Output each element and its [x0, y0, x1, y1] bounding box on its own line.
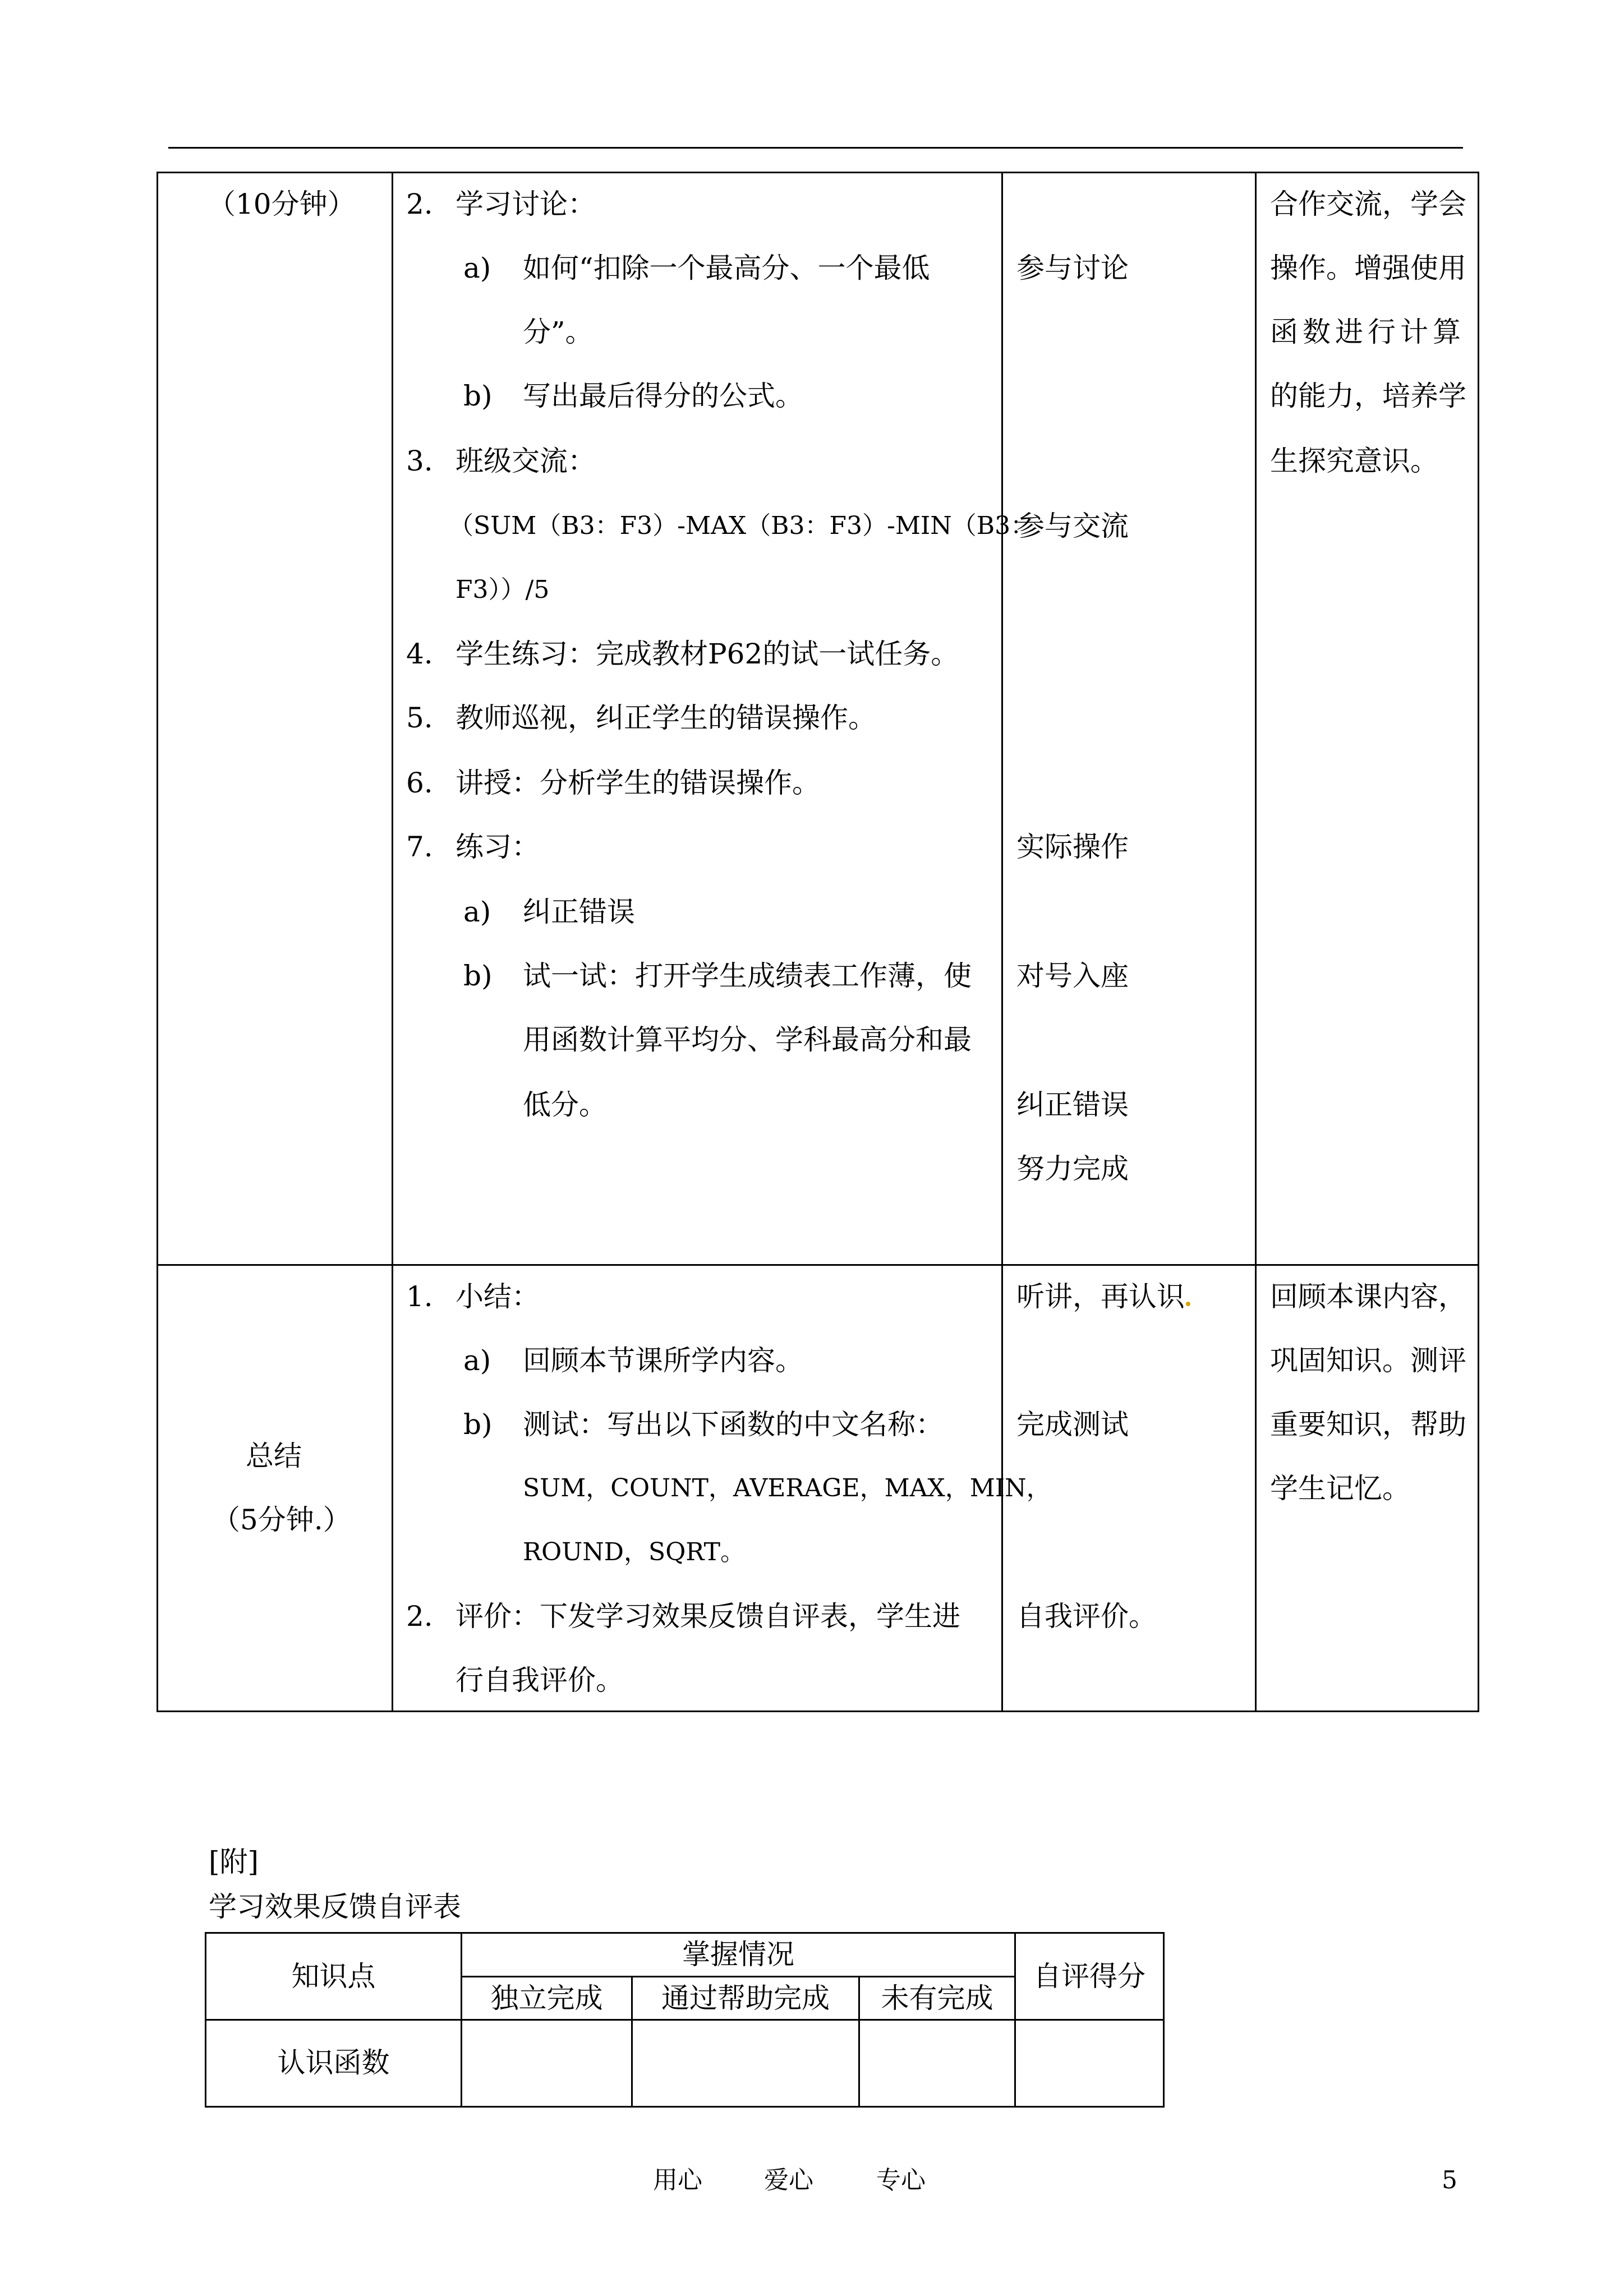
table-cell-knowledge: 认识函数	[277, 2046, 390, 2079]
list-number: a)	[463, 252, 491, 284]
footer-motto-2: 爱心	[764, 2166, 813, 2194]
header-mastery: 掌握情况	[682, 1938, 794, 1971]
list-text: 学习讨论：	[456, 188, 596, 220]
intent-line: 合作交流，学会	[1270, 188, 1466, 220]
list-number: 6.	[406, 767, 433, 799]
list-text: 试一试：打开学生成绩表工作薄，使	[523, 960, 972, 992]
table-border	[205, 1932, 206, 2108]
header-knowledge: 知识点	[291, 1960, 376, 1993]
table-border	[157, 1711, 1479, 1712]
list-text: 行自我评价。	[456, 1664, 624, 1696]
table-border	[392, 172, 393, 1712]
activity-item	[1016, 1280, 1190, 1313]
list-number: 3.	[406, 445, 433, 477]
header-with-help: 通过帮助完成	[661, 1982, 830, 2014]
list-text: 低分。	[523, 1089, 607, 1121]
footer-motto-3: 专心	[876, 2166, 926, 2194]
table-border	[205, 2106, 1165, 2108]
table-border	[157, 172, 1479, 173]
intent-line: 生探究意识。	[1270, 445, 1438, 477]
formula-text: F3））/5	[456, 575, 550, 604]
footer-motto-1: 用心	[653, 2166, 702, 2194]
intent-line: 重要知识，帮助	[1270, 1408, 1466, 1441]
activity-item: 纠正错误	[1016, 1089, 1129, 1121]
intent-line: 巩固知识。测评	[1270, 1344, 1466, 1377]
activity-item: 对号入座	[1016, 960, 1129, 992]
list-text: 班级交流：	[456, 445, 596, 477]
intent-line: 操作。增强使用	[1270, 252, 1466, 284]
activity-item: 努力完成	[1016, 1152, 1129, 1185]
list-text: 回顾本节课所学内容。	[523, 1344, 803, 1377]
list-number: 2.	[406, 188, 433, 220]
table-border	[205, 2019, 1165, 2021]
time-label: （10分钟）	[208, 188, 356, 220]
activity-item: 参与交流	[1016, 510, 1129, 542]
table-border	[157, 172, 158, 1712]
page-number: 5	[1442, 2166, 1457, 2194]
activity-item: 自我评价。	[1016, 1600, 1157, 1633]
table-border	[461, 1976, 1016, 1977]
list-number: a)	[463, 1344, 491, 1377]
function-names: SUM，COUNT，AVERAGE，MAX，MIN，	[523, 1474, 1051, 1502]
list-text: 练习：	[456, 831, 540, 863]
header-rule	[168, 147, 1463, 149]
list-number: 1.	[406, 1280, 433, 1313]
intent-line: 的能力，培养学	[1270, 380, 1466, 412]
table-border	[1255, 172, 1257, 1712]
list-text: 学生练习：完成教材P62的试一试任务。	[456, 638, 959, 670]
highlight-dot	[1186, 1302, 1190, 1306]
list-number: b)	[463, 1408, 493, 1441]
list-text: 讲授：分析学生的错误操作。	[456, 767, 820, 799]
intent-line: 函数进行计算	[1270, 316, 1465, 348]
list-text: 测试：写出以下函数的中文名称：	[523, 1408, 944, 1441]
list-number: 4.	[406, 638, 433, 670]
time-label: （5分钟.）	[212, 1504, 351, 1536]
list-text: 小结：	[456, 1280, 540, 1313]
list-text: 分”。	[523, 316, 594, 348]
list-text: 写出最后得分的公式。	[523, 380, 803, 412]
section-title: 总结	[246, 1440, 302, 1472]
intent-line: 回顾本课内容，	[1270, 1280, 1466, 1313]
table-border	[1478, 172, 1479, 1712]
list-number: b)	[463, 960, 493, 992]
list-text: 如何“扣除一个最高分、一个最低	[523, 252, 930, 284]
header-self-score: 自评得分	[1033, 1960, 1145, 1993]
appendix-label: [附]	[209, 1846, 259, 1878]
list-number: b)	[463, 380, 493, 412]
table-border	[1014, 1932, 1016, 2108]
list-number: 2.	[406, 1600, 433, 1633]
formula-text: （SUM（B3：F3）-MAX（B3：F3）-MIN（B3：	[449, 511, 1036, 540]
activity-text: 听讲，再认识	[1016, 1280, 1185, 1313]
header-independent: 独立完成	[490, 1982, 603, 2014]
list-number: 7.	[406, 831, 433, 863]
activity-item: 实际操作	[1016, 831, 1129, 863]
activity-item: 参与讨论	[1016, 252, 1129, 284]
list-number: 5.	[406, 702, 433, 734]
appendix-title: 学习效果反馈自评表	[209, 1891, 461, 1923]
activity-item: 完成测试	[1016, 1408, 1129, 1441]
list-text: 教师巡视，纠正学生的错误操作。	[456, 702, 876, 734]
table-border	[157, 1264, 1479, 1266]
intent-line: 学生记忆。	[1270, 1472, 1410, 1505]
list-text: 用函数计算平均分、学科最高分和最	[523, 1023, 972, 1056]
table-border	[1163, 1932, 1165, 2108]
header-not-done: 未有完成	[881, 1982, 993, 2014]
table-border	[205, 1932, 1165, 1934]
list-text: 纠正错误	[523, 896, 635, 928]
list-number: a)	[463, 896, 491, 928]
list-text: 评价：下发学习效果反馈自评表，学生进	[456, 1600, 960, 1633]
function-names: ROUND，SQRT。	[523, 1538, 745, 1566]
